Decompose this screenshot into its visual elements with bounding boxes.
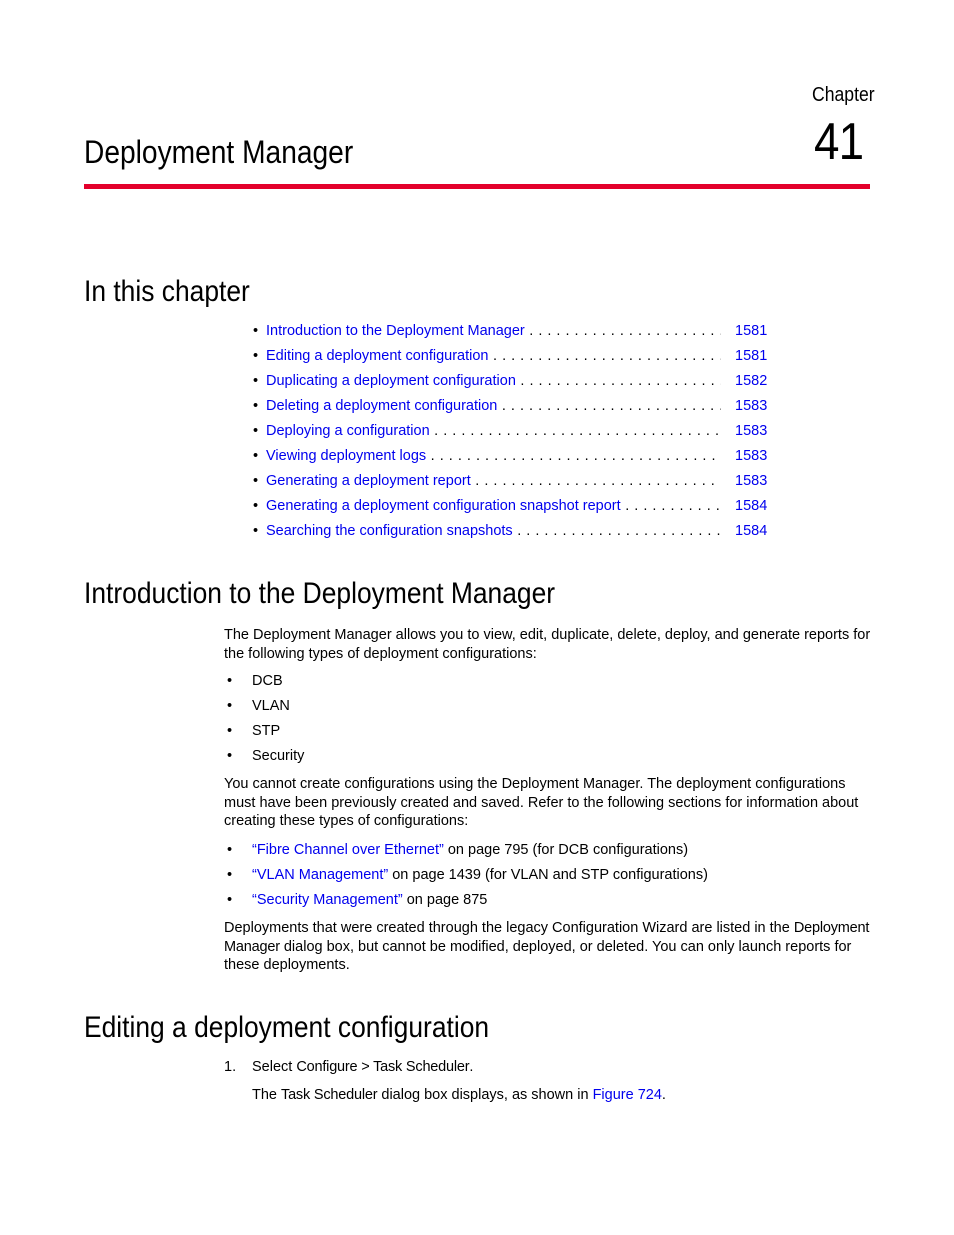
toc-link[interactable]: Duplicating a deployment configuration . . . bbox=[266, 373, 721, 389]
intro-paragraph-3: Deployments that were created through the legacy Configuration Wizard are listed in the Deployment Manager dialog box, but cannot be modified, deployed, or deleted. You can only launch reports for these deployments. bbox=[224, 920, 870, 973]
in-this-chapter-heading: In this chapter bbox=[84, 275, 250, 308]
toc-item[interactable]: • Deleting a deployment configuration . . . 1583 bbox=[253, 397, 783, 422]
toc-link[interactable]: Deploying a configuration . . . bbox=[266, 423, 721, 439]
toc-item[interactable]: • Viewing deployment logs . . . 1583 bbox=[253, 447, 783, 472]
reference-list bbox=[224, 841, 874, 916]
editing-heading: Editing a deployment configuration bbox=[84, 1011, 490, 1044]
toc-list bbox=[253, 322, 783, 547]
step-1-result: The Task Scheduler dialog box displays, as shown in Figure 724. bbox=[252, 1087, 666, 1103]
toc-link[interactable]: Viewing deployment logs . . . bbox=[266, 448, 721, 464]
list-item: • Security bbox=[227, 748, 305, 764]
toc-link[interactable]: Searching the configuration snapshots . . . bbox=[266, 523, 721, 539]
ui-term: Task Scheduler bbox=[281, 1087, 378, 1103]
toc-page-number[interactable]: 1583 bbox=[735, 448, 768, 464]
toc-item[interactable]: • Deploying a configuration . . . 1583 bbox=[253, 422, 783, 447]
ui-term: Deployment Manager bbox=[224, 920, 870, 955]
toc-link[interactable]: Deleting a deployment configuration . . . bbox=[266, 398, 721, 414]
figure-link[interactable]: Figure 724 bbox=[592, 1087, 662, 1103]
toc-item[interactable]: • Duplicating a deployment configuration . . . 1582 bbox=[253, 372, 783, 397]
list-item: • STP bbox=[227, 723, 281, 739]
list-item: • “Fibre Channel over Ethernet” on page 795 (for DCB configurations) bbox=[227, 842, 689, 858]
toc-page-number[interactable]: 1581 bbox=[735, 323, 768, 339]
fcoe-link[interactable]: “Fibre Channel over Ethernet” bbox=[252, 842, 444, 858]
intro-heading: Introduction to the Deployment Manager bbox=[84, 577, 556, 610]
intro-paragraph-2: You cannot create configurations using the Deployment Manager. The deployment configurations must have been previously created and saved. Refer to the following sections for information about creating these types of configurations: bbox=[224, 776, 859, 829]
ui-term: Configure > Task Scheduler bbox=[296, 1059, 470, 1075]
toc-page-number[interactable]: 1584 bbox=[735, 498, 768, 514]
toc-link[interactable]: Generating a deployment report . . . bbox=[266, 473, 721, 489]
toc-page-number[interactable]: 1583 bbox=[735, 398, 768, 414]
chapter-label: Chapter bbox=[812, 84, 875, 106]
list-item: • “VLAN Management” on page 1439 (for VLAN and STP configurations) bbox=[227, 867, 708, 883]
toc-link[interactable]: Editing a deployment configuration . . . bbox=[266, 348, 721, 364]
list-item: • “Security Management” on page 875 bbox=[227, 892, 488, 908]
chapter-number: 41 bbox=[814, 113, 864, 171]
toc-page-number[interactable]: 1583 bbox=[735, 423, 768, 439]
intro-paragraph-1: The Deployment Manager allows you to view, edit, duplicate, delete, deploy, and generate reports for the following types of deployment configurations: bbox=[224, 627, 871, 662]
toc-page-number[interactable]: 1584 bbox=[735, 523, 768, 539]
vlan-management-link[interactable]: “VLAN Management” bbox=[252, 867, 389, 883]
chapter-title: Deployment Manager bbox=[84, 134, 354, 170]
list-item: • VLAN bbox=[227, 698, 290, 714]
toc-item[interactable]: • Generating a deployment report . . . 1583 bbox=[253, 472, 783, 497]
toc-item[interactable]: • Editing a deployment configuration . . . 1581 bbox=[253, 347, 783, 372]
config-types-list bbox=[224, 672, 874, 772]
toc-link[interactable]: Introduction to the Deployment Manager . . . bbox=[266, 323, 721, 339]
toc-page-number[interactable]: 1582 bbox=[735, 373, 768, 389]
toc-page-number[interactable]: 1583 bbox=[735, 473, 768, 489]
security-management-link[interactable]: “Security Management” bbox=[252, 892, 403, 908]
toc-link[interactable]: Generating a deployment configuration snapshot report . . . bbox=[266, 498, 721, 514]
toc-item[interactable]: • Generating a deployment configuration snapshot report . . . 1584 bbox=[253, 497, 783, 522]
step-number: 1. bbox=[224, 1059, 237, 1075]
toc-item[interactable]: • Introduction to the Deployment Manager . . . 1581 bbox=[253, 322, 783, 347]
list-item: • DCB bbox=[227, 673, 283, 689]
title-rule bbox=[84, 184, 870, 189]
toc-item[interactable]: • Searching the configuration snapshots . . . 1584 bbox=[253, 522, 783, 547]
toc-page-number[interactable]: 1581 bbox=[735, 348, 768, 364]
